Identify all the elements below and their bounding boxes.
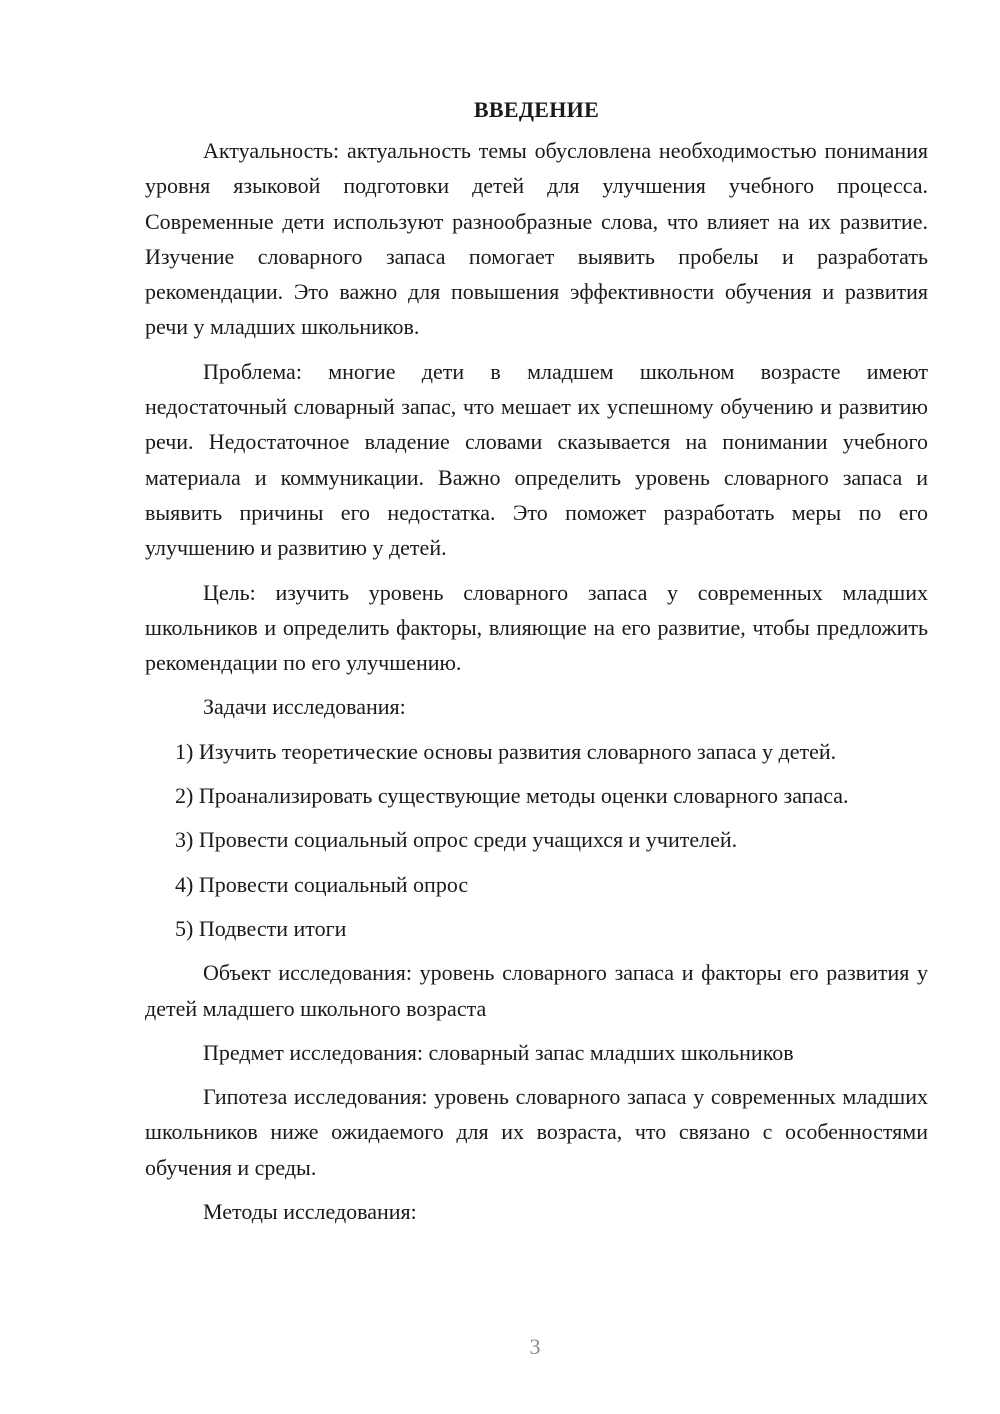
task-item-4: 4) Провести социальный опрос bbox=[175, 871, 469, 897]
task-item-3: 3) Провести социальный опрос среди учащихся и учителей. bbox=[175, 827, 738, 853]
paragraph-methods: Методы исследования: bbox=[203, 1199, 417, 1225]
paragraph-relevance: Актуальность: актуальность темы обусловлена необходимостью понимания уровня языковой подготовки детей для улучшения учебного процесса. Современные дети используют разнообразные слова, что влияет на их развитие. Изучение словарного запаса помогает выявить пробелы и разработать рекомендации. Это важно для повышения эффективности обучения и развития речи у младших школьников. bbox=[145, 138, 928, 340]
paragraph-tasks-heading: Задачи исследования: bbox=[203, 694, 406, 720]
task-item-1: 1) Изучить теоретические основы развития словарного запаса у детей. bbox=[175, 738, 837, 764]
paragraph-hypothesis: Гипотеза исследования: уровень словарного запаса у современных младших школьников ниже ожидаемого для их возраста, что связано с особенностями обучения и среды. bbox=[145, 1084, 928, 1180]
page-number: 3 bbox=[529, 1334, 541, 1359]
paragraph-goal: Цель: изучить уровень словарного запаса у современных младших школьников и определить факторы, влияющие на его развитие, чтобы предложить рекомендации по его улучшению. bbox=[145, 579, 928, 676]
paragraph-subject: Предмет исследования: словарный запас младших школьников bbox=[203, 1039, 794, 1065]
section-title: ВВЕДЕНИЕ bbox=[473, 97, 600, 122]
task-item-2: 2) Проанализировать существующие методы оценки словарного запаса. bbox=[175, 783, 849, 809]
document-body bbox=[145, 92, 928, 1238]
task-item-5: 5) Подвести итоги bbox=[175, 915, 347, 941]
paragraph-problem: Проблема: многие дети в младшем школьном возрасте имеют недостаточный словарный запас, что мешает их успешному обучению и развитию речи. Недостаточное владение словами сказывается на понимании учебного материала и коммуникации. Важно определить уровень словарного запаса и выявить причины его недостатка. Это поможет разработать меры по его улучшению и развитию у детей. bbox=[145, 358, 928, 561]
paragraph-object: Объект исследования: уровень словарного запаса и факторы его развития у детей младшего школьного возраста bbox=[145, 960, 928, 1021]
